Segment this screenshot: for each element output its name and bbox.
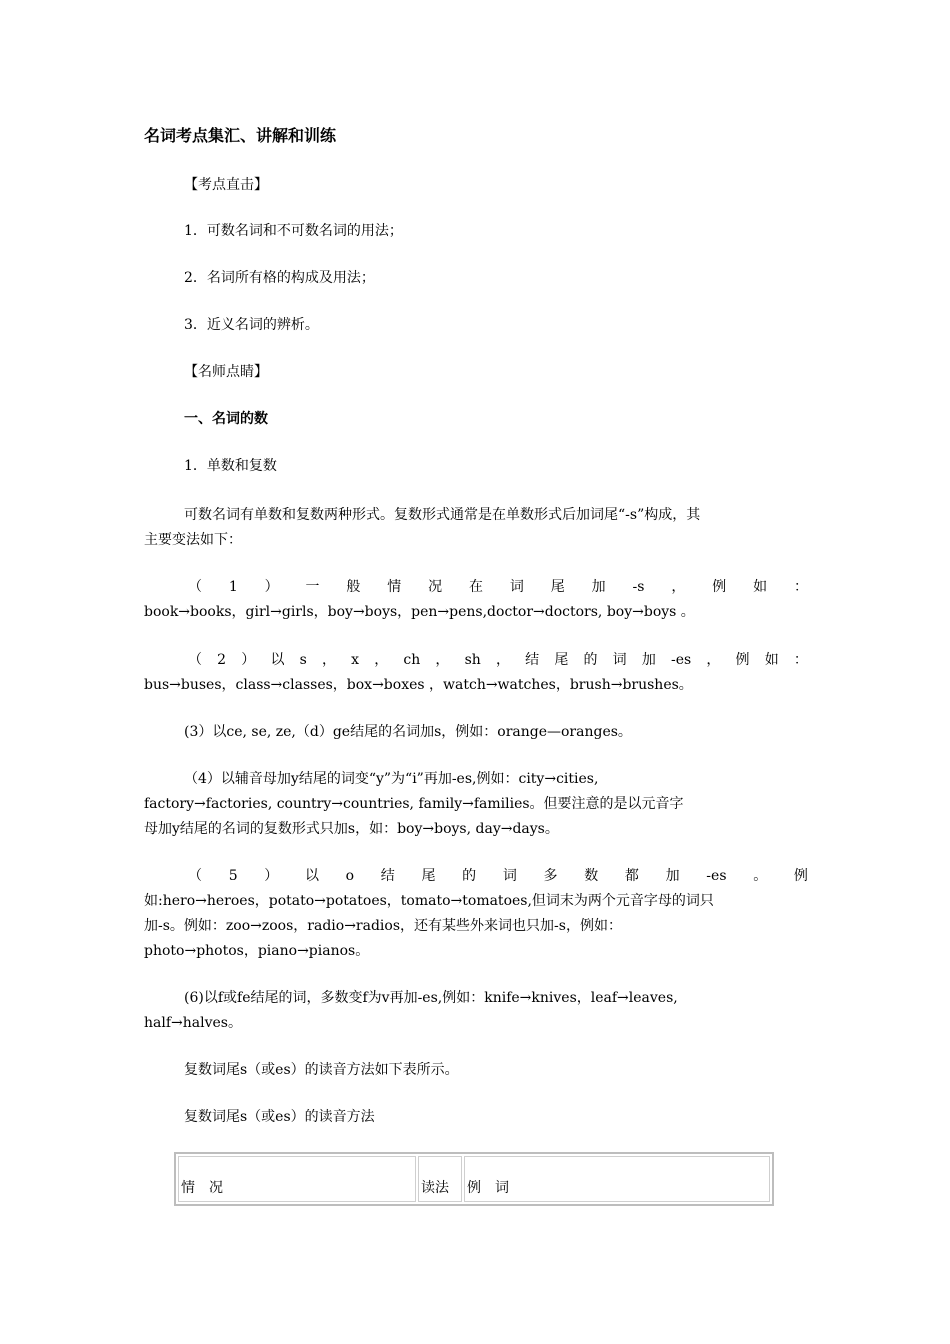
table-header-examples: 例 词 bbox=[464, 1156, 770, 1202]
rule2-token: 结 bbox=[525, 652, 540, 668]
rule5-token: 多 bbox=[543, 868, 558, 884]
rule2-token: 尾 bbox=[554, 652, 569, 668]
rule1-token-row bbox=[144, 578, 808, 596]
pron-caption: 复数词尾s（或es）的读音方法 bbox=[184, 1109, 375, 1125]
rule5-token: 。 bbox=[753, 868, 768, 884]
rule1-token: -s bbox=[632, 579, 645, 595]
rule1-token: 一 bbox=[305, 579, 320, 595]
rule2-token: 加 bbox=[641, 652, 656, 668]
rule1-line-2: book→books，girl→girls，boy→boys，pen→pens,doctor→doctors, boy→boys 。 bbox=[144, 604, 695, 620]
rule2-token: ， bbox=[374, 652, 389, 668]
rule2-token: 例 bbox=[735, 652, 750, 668]
rule2-token: 词 bbox=[612, 652, 627, 668]
rule2-token: ） bbox=[241, 652, 256, 668]
rule2-token: x bbox=[351, 652, 360, 668]
rule1-token: 例 bbox=[712, 579, 727, 595]
rule1-token: （ bbox=[188, 579, 202, 595]
rule5-token: 尾 bbox=[421, 868, 436, 884]
rule2-token: ， bbox=[706, 652, 721, 668]
kaodian-item-1: 1．可数名词和不可数名词的用法； bbox=[184, 223, 403, 239]
table-header-situation: 情 况 bbox=[178, 1156, 416, 1202]
rule2-token: ch bbox=[403, 652, 421, 668]
rule1-token: 般 bbox=[346, 579, 361, 595]
rule5-token: o bbox=[345, 868, 355, 884]
rule5-line-2: 如:hero→heroes，potato→potatoes，tomato→tomatoes,但词末为两个元音字母的词只 bbox=[144, 893, 714, 909]
mingshi-header: 【名师点睛】 bbox=[184, 364, 268, 380]
rule5-line-3: 加-s。例如：zoo→zoos，radio→radios，还有某些外来词也只加-s，例如： bbox=[144, 918, 622, 934]
kaodian-item-3: 3．近义名词的辨析。 bbox=[184, 317, 319, 333]
rule2-token: ， bbox=[435, 652, 450, 668]
rule6-line-1: (6)以f或fe结尾的词，多数变f为v再加-es,例如：knife→knives，leaf→leaves, bbox=[184, 990, 678, 1006]
rule1-token: ） bbox=[264, 579, 279, 595]
rule5-token: 结 bbox=[380, 868, 395, 884]
table-header-reading: 读法 bbox=[418, 1156, 462, 1202]
rule1-line-1 bbox=[144, 578, 808, 596]
part1-heading: 一、名词的数 bbox=[184, 411, 268, 427]
rule4-line-2: factory→factories, country→countries, family→families。但要注意的是以元音字 bbox=[144, 796, 684, 812]
rule5-token: 都 bbox=[624, 868, 639, 884]
rule1-token: 1 bbox=[228, 579, 238, 595]
rule5-line-1 bbox=[144, 867, 808, 885]
rule1-token: 情 bbox=[387, 579, 402, 595]
table-header-row bbox=[178, 1156, 770, 1202]
rule4-line-1: （4）以辅音母加y结尾的词变“y”为“i”再加-es,例如：city→cities, bbox=[184, 771, 599, 787]
rule1-token: 如 bbox=[753, 579, 768, 595]
rule3-line-1: (3）以ce, se, ze,（d）ge结尾的名词加s，例如：orange—oranges。 bbox=[184, 724, 632, 740]
rule2-token: 如 bbox=[764, 652, 779, 668]
rule1-token: 在 bbox=[469, 579, 484, 595]
rule2-token: （ bbox=[188, 652, 202, 668]
rule2-line-2: bus→buses，class→classes，box→boxes ，watch→watches，brush→brushes。 bbox=[144, 677, 693, 693]
rule5-token: （ bbox=[188, 868, 202, 884]
rule5-token: 例 bbox=[793, 868, 808, 884]
rule5-line-4: photo→photos，piano→pianos。 bbox=[144, 943, 370, 959]
rule1-token: ， bbox=[671, 579, 686, 595]
rule2-token: sh bbox=[464, 652, 481, 668]
sub1-heading: 1．单数和复数 bbox=[184, 458, 277, 474]
pron-intro: 复数词尾s（或es）的读音方法如下表所示。 bbox=[184, 1062, 459, 1078]
intro-line-2: 主要变法如下： bbox=[144, 532, 242, 548]
rule2-token: ， bbox=[321, 652, 336, 668]
rule1-token: 况 bbox=[428, 579, 443, 595]
rule1-token: ： bbox=[793, 579, 808, 595]
rule5-token: ） bbox=[264, 868, 279, 884]
rule5-token: 词 bbox=[502, 868, 517, 884]
kaodian-header: 【考点直击】 bbox=[184, 177, 268, 193]
rule5-token: 5 bbox=[228, 868, 238, 884]
rule5-token: 加 bbox=[665, 868, 680, 884]
rule2-token: s bbox=[299, 652, 307, 668]
rule1-token: 加 bbox=[591, 579, 606, 595]
document-title: 名词考点集汇、讲解和训练 bbox=[144, 126, 337, 145]
rule1-token: 词 bbox=[509, 579, 524, 595]
rule2-token: 以 bbox=[270, 652, 285, 668]
intro-line-1: 可数名词有单数和复数两种形式。复数形式通常是在单数形式后加词尾“-s”构成，其 bbox=[184, 507, 701, 523]
rule6-line-2: half→halves。 bbox=[144, 1015, 242, 1031]
rule4-line-3: 母加y结尾的名词的复数形式只加s，如：boy→boys, day→days。 bbox=[144, 821, 559, 837]
rule2-token: ， bbox=[495, 652, 510, 668]
rule2-line-1 bbox=[144, 651, 808, 669]
pronunciation-table bbox=[174, 1152, 774, 1206]
rule2-token: 2 bbox=[217, 652, 227, 668]
rule5-token: 数 bbox=[584, 868, 599, 884]
rule2-token: -es bbox=[671, 652, 692, 668]
rule5-token: -es bbox=[706, 868, 727, 884]
rule5-token: 以 bbox=[304, 868, 319, 884]
rule5-token-row bbox=[144, 867, 808, 885]
rule2-token: 的 bbox=[583, 652, 598, 668]
rule2-token: ： bbox=[793, 652, 808, 668]
rule2-token-row bbox=[144, 651, 808, 669]
kaodian-item-2: 2．名词所有格的构成及用法； bbox=[184, 270, 375, 286]
rule1-token: 尾 bbox=[550, 579, 565, 595]
rule5-token: 的 bbox=[462, 868, 477, 884]
